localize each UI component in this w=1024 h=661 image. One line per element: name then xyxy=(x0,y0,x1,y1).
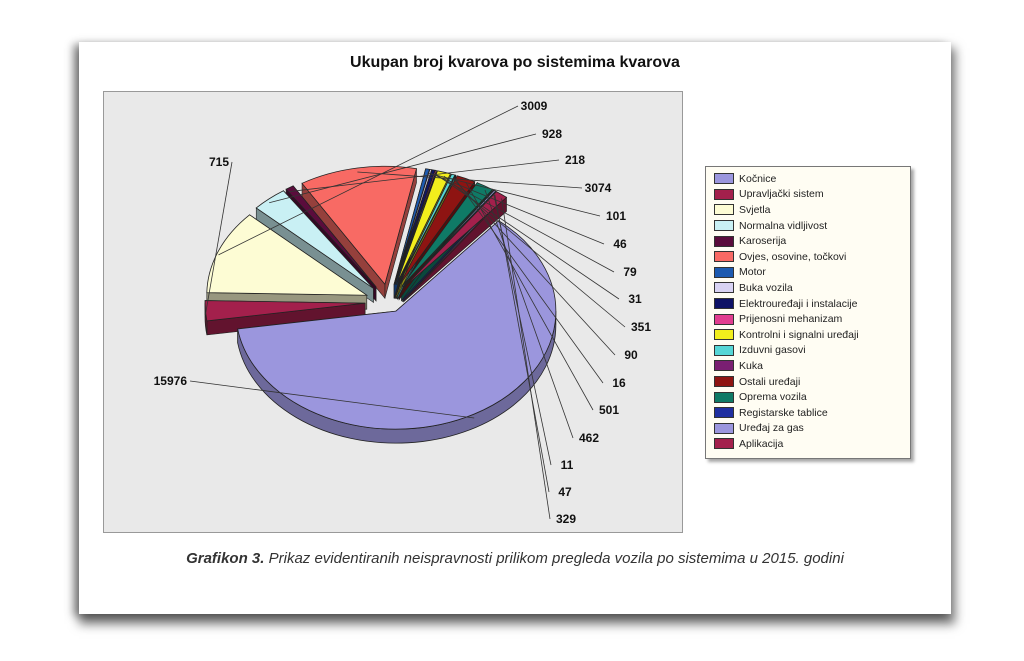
legend-swatch xyxy=(714,204,734,215)
legend-swatch xyxy=(714,345,734,356)
legend-item xyxy=(714,311,910,327)
legend-item xyxy=(714,187,910,203)
legend-item xyxy=(714,218,910,234)
legend-swatch xyxy=(714,438,734,449)
legend-label: Ovjes, osovine, točkovi xyxy=(739,250,847,263)
legend-item xyxy=(714,343,910,359)
legend-label: Karoserija xyxy=(739,235,787,248)
data-label: 90 xyxy=(624,348,638,362)
legend-swatch xyxy=(714,376,734,387)
legend-swatch xyxy=(714,329,734,340)
data-label: 351 xyxy=(630,320,652,334)
legend-label: Upravljački sistem xyxy=(739,188,824,201)
data-label: 79 xyxy=(623,265,637,279)
data-label: 46 xyxy=(613,237,627,251)
legend-swatch xyxy=(714,392,734,403)
legend-label: Uređaj za gas xyxy=(739,422,804,435)
data-label: 16 xyxy=(612,376,626,390)
data-label: 501 xyxy=(598,403,620,417)
legend-label: Normalna vidljivost xyxy=(739,219,828,232)
legend-swatch xyxy=(714,423,734,434)
legend-label: Buka vozila xyxy=(739,281,793,294)
legend-swatch xyxy=(714,314,734,325)
legend-item xyxy=(714,280,910,296)
legend-label: Prijenosni mehanizam xyxy=(739,313,843,326)
legend-swatch xyxy=(714,298,734,309)
legend-swatch xyxy=(714,267,734,278)
data-label: 101 xyxy=(605,209,627,223)
data-label: 3074 xyxy=(584,181,612,195)
legend-item xyxy=(714,249,910,265)
legend-label: Kuka xyxy=(739,359,763,372)
data-label: 928 xyxy=(541,127,563,141)
legend-swatch xyxy=(714,407,734,418)
legend-swatch xyxy=(714,360,734,371)
legend-item xyxy=(714,389,910,405)
figure-caption xyxy=(79,549,951,568)
legend xyxy=(705,166,911,459)
legend-item xyxy=(714,327,910,343)
data-label: 31 xyxy=(628,292,642,306)
legend-swatch xyxy=(714,220,734,231)
legend-label: Kontrolni i signalni uređaji xyxy=(739,328,859,341)
data-label: 329 xyxy=(555,512,577,526)
legend-item xyxy=(714,296,910,312)
legend-item xyxy=(714,374,910,390)
legend-swatch xyxy=(714,251,734,262)
data-label: 3009 xyxy=(520,99,548,113)
legend-label: Ostali uređaji xyxy=(739,375,801,388)
legend-swatch xyxy=(714,282,734,293)
legend-label: Aplikacija xyxy=(739,437,784,450)
legend-swatch xyxy=(714,189,734,200)
caption-text: Prikaz evidentiranih neispravnosti prilikom pregleda vozila po sistemima u 2015. godini xyxy=(264,550,844,567)
legend-item xyxy=(714,233,910,249)
legend-item xyxy=(714,265,910,281)
data-label: 11 xyxy=(560,458,574,472)
legend-item xyxy=(714,436,910,452)
legend-swatch xyxy=(714,173,734,184)
legend-label: Registarske tablice xyxy=(739,406,828,419)
data-label: 715 xyxy=(208,155,229,169)
legend-label: Motor xyxy=(739,266,766,279)
legend-swatch xyxy=(714,236,734,247)
legend-item xyxy=(714,202,910,218)
legend-item xyxy=(714,421,910,437)
legend-label: Izduvni gasovi xyxy=(739,344,806,357)
legend-label: Svjetla xyxy=(739,203,771,216)
legend-label: Oprema vozila xyxy=(739,391,807,404)
chart-title: Ukupan broj kvarova po sistemima kvarova xyxy=(350,54,680,71)
data-label: 47 xyxy=(558,485,572,499)
data-label: 15976 xyxy=(153,374,187,388)
data-label: 218 xyxy=(564,153,586,167)
legend-item xyxy=(714,405,910,421)
legend-label: Kočnice xyxy=(739,172,777,185)
caption-label: Grafikon 3. xyxy=(186,550,265,567)
data-label: 462 xyxy=(578,431,600,445)
legend-item xyxy=(714,171,910,187)
legend-label: Elektrouređaji i instalacije xyxy=(739,297,858,310)
legend-item xyxy=(714,358,910,374)
figure-card xyxy=(79,42,951,614)
